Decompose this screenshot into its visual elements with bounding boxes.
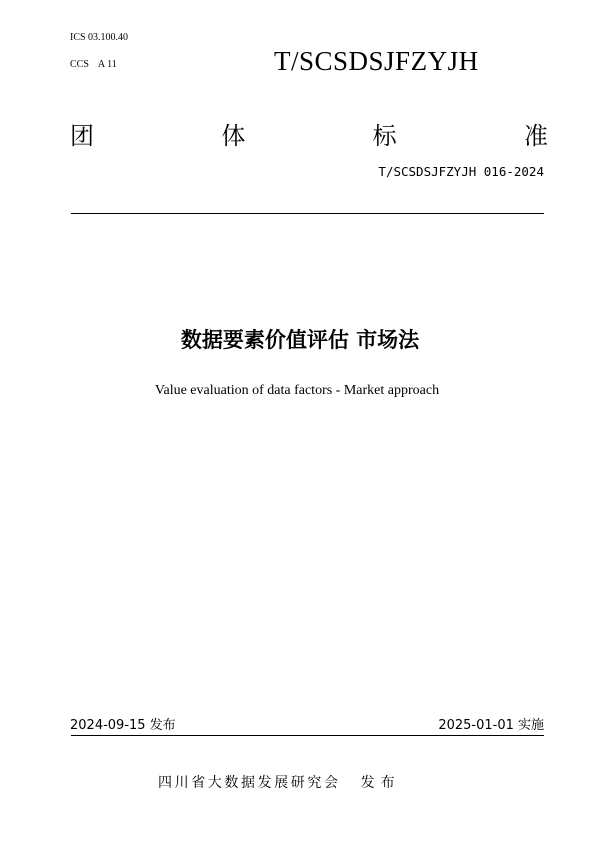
implementation-date: 2025-01-01 实施 — [438, 718, 544, 733]
standard-type-char: 准 — [523, 122, 548, 150]
issue-date: 2024-09-15 发布 — [70, 718, 176, 733]
document-title-chinese: 数据要素价值评估 市场法 — [180, 328, 420, 352]
header-divider — [71, 213, 544, 214]
publisher-name: 四川省大数据发展研究会 — [158, 775, 341, 791]
ccs-code: A 11 — [97, 59, 117, 70]
ccs-line — [70, 59, 117, 70]
standard-type-char: 标 — [372, 122, 397, 150]
document-title-english: Value evaluation of data factors - Market approach — [154, 383, 440, 398]
standard-type-heading — [70, 116, 548, 151]
standard-number: T/SCSDSJFZYJH 016-2024 — [378, 164, 544, 179]
publisher-line — [158, 772, 401, 792]
footer-divider — [71, 735, 544, 736]
ccs-label: CCS — [70, 59, 89, 70]
publish-action: 发布 — [360, 775, 401, 791]
standard-type-char: 团 — [70, 122, 94, 150]
ics-code: ICS 03.100.40 — [70, 32, 129, 43]
organization-standard-code: T/SCSDSJFZYJH — [274, 46, 479, 76]
standard-type-char: 体 — [221, 122, 246, 150]
